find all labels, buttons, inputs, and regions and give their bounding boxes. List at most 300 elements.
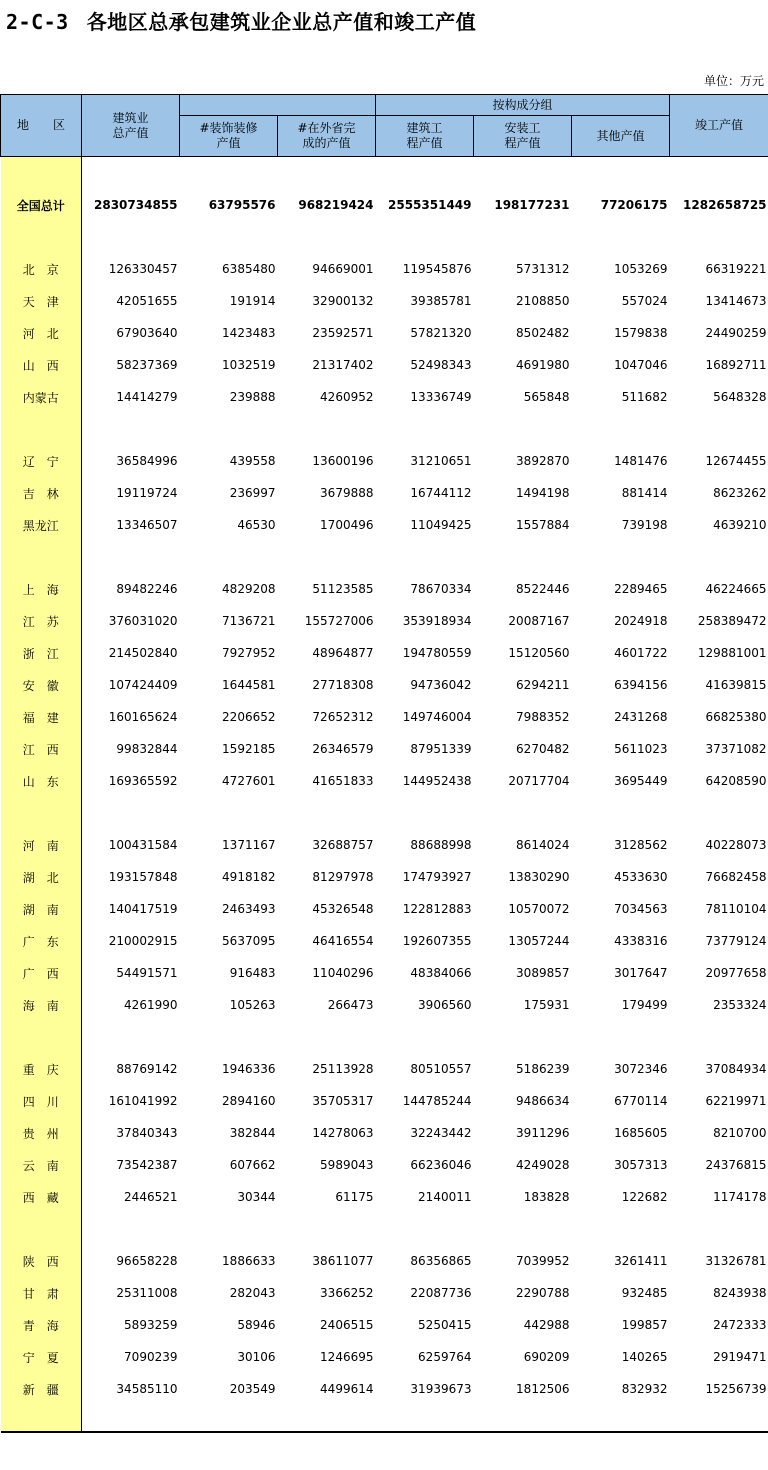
value-cell: 38611077 [312, 1254, 374, 1268]
value-cell: 13336749 [410, 390, 472, 404]
value-cell: 239888 [229, 390, 276, 404]
region-cell: 黑龙江 [1, 509, 82, 541]
value-cell: 78110104 [705, 902, 767, 916]
value-cell [82, 541, 180, 573]
value-cell [376, 413, 474, 445]
value-cell: 4601722 [614, 646, 668, 660]
table-row [1, 381, 768, 413]
value-cell: 13057244 [508, 934, 570, 948]
region-cell: 山 东 [1, 765, 82, 797]
value-cell: 7039952 [516, 1254, 570, 1268]
header-installation [474, 116, 572, 157]
value-cell [474, 413, 572, 445]
value-cell: 16892711 [705, 358, 767, 372]
value-cell: 1700496 [320, 518, 374, 532]
value-cell: 126330457 [108, 262, 178, 276]
value-cell: 15120560 [508, 646, 570, 660]
value-cell [376, 1213, 474, 1245]
table-row [1, 253, 768, 285]
value-cell: 107424409 [108, 678, 178, 692]
value-cell: 13830290 [508, 870, 570, 884]
value-cell: 81297978 [312, 870, 374, 884]
table-row [1, 925, 768, 957]
table-row [1, 349, 768, 381]
value-cell: 4727601 [222, 774, 276, 788]
table-row [1, 989, 768, 1021]
value-cell: 63795576 [180, 157, 278, 254]
value-cell: 67903640 [116, 326, 178, 340]
region-cell: 新 疆 [1, 1373, 82, 1405]
table-header [1, 95, 768, 157]
value-cell: 4249028 [516, 1158, 570, 1172]
value-cell [278, 413, 376, 445]
value-cell: 41639815 [705, 678, 767, 692]
value-cell: 24490259 [705, 326, 767, 340]
value-cell: 4260952 [320, 390, 374, 404]
value-cell: 1282658725 [670, 157, 768, 254]
value-cell: 32688757 [312, 838, 374, 852]
value-cell: 30106 [237, 1350, 276, 1364]
value-cell: 16744112 [410, 486, 472, 500]
value-cell: 45326548 [312, 902, 374, 916]
value-cell: 32243442 [410, 1126, 472, 1140]
header-outside-line1: #在外省完 [297, 121, 356, 135]
header-by-component: 按构成分组 [376, 95, 670, 116]
region-cell: 山 西 [1, 349, 82, 381]
region-cell: 广 西 [1, 957, 82, 989]
value-cell: 6294211 [516, 678, 570, 692]
value-cell: 3089857 [516, 966, 570, 980]
spacer-row [1, 797, 768, 829]
value-cell: 30344 [237, 1190, 276, 1204]
region-cell: 湖 南 [1, 893, 82, 925]
region-cell: 西 藏 [1, 1181, 82, 1213]
value-cell: 66825380 [705, 710, 767, 724]
table-row [1, 861, 768, 893]
value-cell [278, 1021, 376, 1053]
value-cell: 36584996 [116, 454, 178, 468]
unit-label: 单位：万元 [703, 74, 764, 88]
value-cell: 122812883 [402, 902, 472, 916]
value-cell [572, 413, 670, 445]
value-cell: 8614024 [516, 838, 570, 852]
value-cell: 86356865 [410, 1254, 472, 1268]
region-cell [1, 1021, 82, 1053]
value-cell [376, 1405, 474, 1432]
value-cell: 199857 [621, 1318, 668, 1332]
region-cell: 江 西 [1, 733, 82, 765]
value-cell: 23592571 [312, 326, 374, 340]
header-decoration-line2: 产值 [216, 136, 241, 150]
value-cell: 198177231 [474, 157, 572, 254]
value-cell: 89482246 [116, 582, 178, 596]
value-cell: 203549 [229, 1382, 276, 1396]
value-cell: 169365592 [108, 774, 178, 788]
value-cell: 144952438 [402, 774, 472, 788]
value-cell: 6770114 [614, 1094, 668, 1108]
value-cell: 8210700 [713, 1126, 767, 1140]
value-cell: 1032519 [222, 358, 276, 372]
value-cell [180, 1213, 278, 1245]
value-cell: 2894160 [222, 1094, 276, 1108]
value-cell: 376031020 [108, 614, 178, 628]
region-cell: 广 东 [1, 925, 82, 957]
value-cell: 105263 [229, 998, 276, 1012]
value-cell: 94736042 [410, 678, 472, 692]
value-cell: 2830734855 [82, 157, 180, 254]
value-cell: 31939673 [410, 1382, 472, 1396]
value-cell: 266473 [327, 998, 374, 1012]
region-cell [1, 1213, 82, 1245]
value-cell: 144785244 [402, 1094, 472, 1108]
value-cell: 46530 [237, 518, 276, 532]
value-cell: 916483 [229, 966, 276, 980]
region-cell [1, 413, 82, 445]
value-cell: 77206175 [572, 157, 670, 254]
value-cell: 78670334 [410, 582, 472, 596]
region-cell: 浙 江 [1, 637, 82, 669]
value-cell [572, 1213, 670, 1245]
value-cell: 6259764 [418, 1350, 472, 1364]
value-cell: 194780559 [402, 646, 472, 660]
value-cell: 5250415 [418, 1318, 472, 1332]
header-construction-line1: 建筑工 [406, 121, 443, 135]
table-row [1, 1117, 768, 1149]
value-cell: 1812506 [516, 1382, 570, 1396]
value-cell [278, 1405, 376, 1432]
value-cell: 24376815 [705, 1158, 767, 1172]
header-outside-province [278, 116, 376, 157]
value-cell: 57821320 [410, 326, 472, 340]
value-cell: 2431268 [614, 710, 668, 724]
value-cell: 13346507 [116, 518, 178, 532]
value-cell: 5637095 [222, 934, 276, 948]
value-cell [474, 1405, 572, 1432]
table-row [1, 1149, 768, 1181]
value-cell: 5731312 [516, 262, 570, 276]
region-cell: 内蒙古 [1, 381, 82, 413]
header-other: 其他产值 [572, 116, 670, 157]
value-cell: 739198 [621, 518, 668, 532]
value-cell: 13600196 [312, 454, 374, 468]
region-cell: 湖 北 [1, 861, 82, 893]
value-cell [474, 1021, 572, 1053]
table-title: 各地区总承包建筑业企业总产值和竣工产值 [86, 10, 477, 34]
value-cell: 175931 [523, 998, 570, 1012]
value-cell: 2353324 [713, 998, 767, 1012]
region-cell: 重 庆 [1, 1053, 82, 1085]
value-cell: 3128562 [614, 838, 668, 852]
value-cell: 3017647 [614, 966, 668, 980]
value-cell: 2463493 [222, 902, 276, 916]
value-cell: 14414279 [116, 390, 178, 404]
value-cell: 88688998 [410, 838, 472, 852]
value-cell: 7988352 [516, 710, 570, 724]
header-decoration [180, 116, 278, 157]
region-cell [1, 797, 82, 829]
value-cell: 968219424 [278, 157, 376, 254]
value-cell: 557024 [621, 294, 668, 308]
header-construction [376, 116, 474, 157]
value-cell: 25311008 [116, 1286, 178, 1300]
value-cell: 8522446 [516, 582, 570, 596]
spacer-row [1, 541, 768, 573]
value-cell: 96658228 [116, 1254, 178, 1268]
value-cell: 2289465 [614, 582, 668, 596]
value-cell [82, 1021, 180, 1053]
value-cell: 1579838 [614, 326, 668, 340]
value-cell: 3695449 [614, 774, 668, 788]
value-cell [474, 1213, 572, 1245]
table-code: 2-C-3 [6, 10, 69, 34]
value-cell: 2108850 [516, 294, 570, 308]
value-cell: 20977658 [705, 966, 767, 980]
value-cell: 1371167 [222, 838, 276, 852]
value-cell: 46416554 [312, 934, 374, 948]
value-cell: 1886633 [222, 1254, 276, 1268]
value-cell: 11040296 [312, 966, 374, 980]
value-cell: 353918934 [402, 614, 472, 628]
value-cell: 282043 [229, 1286, 276, 1300]
value-cell: 61175 [335, 1190, 374, 1204]
value-cell: 80510557 [410, 1062, 472, 1076]
value-cell: 13414673 [705, 294, 767, 308]
value-cell: 1174178 [713, 1190, 767, 1204]
value-cell: 1481476 [614, 454, 668, 468]
header-installation-line2: 程产值 [504, 136, 541, 150]
value-cell: 1592185 [222, 742, 276, 756]
spacer-row [1, 1405, 768, 1432]
value-cell: 214502840 [108, 646, 178, 660]
header-total-output [82, 95, 180, 157]
value-cell: 66319221 [705, 262, 767, 276]
value-cell [180, 413, 278, 445]
value-cell: 236997 [229, 486, 276, 500]
value-cell: 51123585 [312, 582, 374, 596]
value-cell: 99832844 [116, 742, 178, 756]
value-cell: 439558 [229, 454, 276, 468]
value-cell: 9486634 [516, 1094, 570, 1108]
value-cell [180, 541, 278, 573]
value-cell: 20087167 [508, 614, 570, 628]
table-row [1, 957, 768, 989]
value-cell: 14278063 [312, 1126, 374, 1140]
region-cell: 海 南 [1, 989, 82, 1021]
value-cell [670, 1405, 768, 1432]
value-cell: 5648328 [713, 390, 767, 404]
value-cell: 58946 [237, 1318, 276, 1332]
value-cell: 192607355 [402, 934, 472, 948]
value-cell: 210002915 [108, 934, 178, 948]
value-cell: 42051655 [116, 294, 178, 308]
value-cell: 2024918 [614, 614, 668, 628]
table-row [1, 509, 768, 541]
value-cell [82, 797, 180, 829]
table-row [1, 1085, 768, 1117]
value-cell: 12674455 [705, 454, 767, 468]
value-cell: 3261411 [614, 1254, 668, 1268]
value-cell [572, 1405, 670, 1432]
region-cell: 吉 林 [1, 477, 82, 509]
table-row [1, 1245, 768, 1277]
value-cell [82, 1213, 180, 1245]
header-installation-line1: 安装工 [504, 121, 541, 135]
region-cell: 天 津 [1, 285, 82, 317]
value-cell: 832932 [621, 1382, 668, 1396]
value-cell: 382844 [229, 1126, 276, 1140]
table-row [1, 317, 768, 349]
value-cell: 1423483 [222, 326, 276, 340]
value-cell: 73542387 [116, 1158, 178, 1172]
value-cell: 7090239 [124, 1350, 178, 1364]
value-cell: 76682458 [705, 870, 767, 884]
value-cell: 4338316 [614, 934, 668, 948]
value-cell: 26346579 [312, 742, 374, 756]
value-cell: 119545876 [402, 262, 472, 276]
value-cell: 32900132 [312, 294, 374, 308]
table-row [1, 1309, 768, 1341]
value-cell: 3057313 [614, 1158, 668, 1172]
value-cell: 52498343 [410, 358, 472, 372]
table-row [1, 701, 768, 733]
value-cell: 4533630 [614, 870, 668, 884]
region-cell: 全国总计 [1, 157, 82, 254]
value-cell: 46224665 [705, 582, 767, 596]
value-cell: 3906560 [418, 998, 472, 1012]
value-cell: 21317402 [312, 358, 374, 372]
value-cell: 66236046 [410, 1158, 472, 1172]
value-cell: 3366252 [320, 1286, 374, 1300]
value-cell [180, 1021, 278, 1053]
region-cell: 青 海 [1, 1309, 82, 1341]
value-cell: 149746004 [402, 710, 472, 724]
table-row [1, 1341, 768, 1373]
table-row [1, 893, 768, 925]
region-cell: 江 苏 [1, 605, 82, 637]
value-cell: 4261990 [124, 998, 178, 1012]
value-cell: 62219971 [705, 1094, 767, 1108]
value-cell: 1053269 [614, 262, 668, 276]
value-cell [376, 1021, 474, 1053]
table-row [1, 605, 768, 637]
value-cell: 4918182 [222, 870, 276, 884]
value-cell [474, 797, 572, 829]
value-cell [474, 541, 572, 573]
table-row [1, 477, 768, 509]
value-cell [278, 797, 376, 829]
value-cell: 35705317 [312, 1094, 374, 1108]
table-row [1, 573, 768, 605]
value-cell: 8502482 [516, 326, 570, 340]
value-cell: 5989043 [320, 1158, 374, 1172]
value-cell: 48964877 [312, 646, 374, 660]
region-cell: 四 川 [1, 1085, 82, 1117]
value-cell: 2406515 [320, 1318, 374, 1332]
value-cell: 1644581 [222, 678, 276, 692]
value-cell: 1246695 [320, 1350, 374, 1364]
page-title [6, 6, 476, 35]
value-cell [376, 541, 474, 573]
value-cell: 565848 [523, 390, 570, 404]
value-cell: 8243938 [713, 1286, 767, 1300]
spacer-row [1, 413, 768, 445]
value-cell: 4829208 [222, 582, 276, 596]
value-cell: 25113928 [312, 1062, 374, 1076]
value-cell: 3892870 [516, 454, 570, 468]
value-cell: 11049425 [410, 518, 472, 532]
value-cell: 2472333 [713, 1318, 767, 1332]
value-cell: 10570072 [508, 902, 570, 916]
value-cell: 8623262 [713, 486, 767, 500]
value-cell: 6270482 [516, 742, 570, 756]
value-cell [278, 541, 376, 573]
value-cell: 442988 [523, 1318, 570, 1332]
region-cell [1, 541, 82, 573]
table-row [1, 1181, 768, 1213]
value-cell: 140417519 [108, 902, 178, 916]
value-cell: 122682 [621, 1190, 668, 1204]
value-cell: 31326781 [705, 1254, 767, 1268]
table-row [1, 669, 768, 701]
value-cell: 193157848 [108, 870, 178, 884]
value-cell [572, 797, 670, 829]
table-row [1, 285, 768, 317]
value-cell: 27718308 [312, 678, 374, 692]
value-cell: 31210651 [410, 454, 472, 468]
header-total-output-line2: 总产值 [112, 125, 149, 140]
value-cell [670, 413, 768, 445]
value-cell: 690209 [523, 1350, 570, 1364]
value-cell: 1047046 [614, 358, 668, 372]
value-cell: 607662 [229, 1158, 276, 1172]
value-cell [376, 797, 474, 829]
region-cell: 北 京 [1, 253, 82, 285]
value-cell: 5611023 [614, 742, 668, 756]
value-cell [278, 1213, 376, 1245]
value-cell: 39385781 [410, 294, 472, 308]
value-cell: 2206652 [222, 710, 276, 724]
value-cell [180, 1405, 278, 1432]
value-cell: 6385480 [222, 262, 276, 276]
table-row [1, 829, 768, 861]
value-cell: 19119724 [116, 486, 178, 500]
region-cell: 辽 宁 [1, 445, 82, 477]
value-cell [670, 541, 768, 573]
region-cell: 上 海 [1, 573, 82, 605]
value-cell [82, 413, 180, 445]
spacer-row [1, 1213, 768, 1245]
region-cell: 福 建 [1, 701, 82, 733]
value-cell: 7034563 [614, 902, 668, 916]
table-row-total [1, 157, 768, 254]
value-cell: 140265 [621, 1350, 668, 1364]
header-outside-line2: 成的产值 [302, 136, 351, 150]
value-cell: 37371082 [705, 742, 767, 756]
region-cell: 河 南 [1, 829, 82, 861]
value-cell: 932485 [621, 1286, 668, 1300]
value-cell: 3072346 [614, 1062, 668, 1076]
value-cell: 258389472 [697, 614, 767, 628]
header-region: 地 区 [1, 95, 82, 157]
table-body [1, 157, 768, 1433]
value-cell [670, 1021, 768, 1053]
table-row [1, 1277, 768, 1309]
header-total-output-line1: 建筑业 [112, 110, 149, 125]
value-cell: 1557884 [516, 518, 570, 532]
value-cell: 94669001 [312, 262, 374, 276]
value-cell: 2919471 [713, 1350, 767, 1364]
value-cell: 2140011 [418, 1190, 472, 1204]
